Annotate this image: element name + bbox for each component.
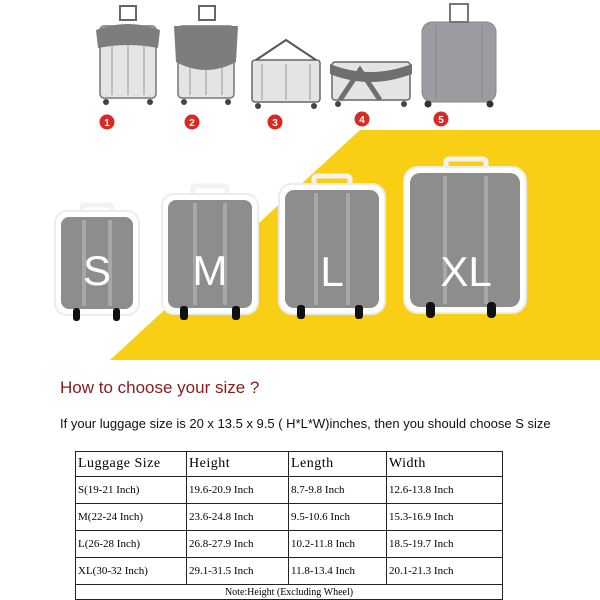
table-cell: 12.6-13.8 Inch: [387, 477, 503, 504]
table-cell: 29.1-31.5 Inch: [187, 558, 289, 585]
table-header-row: [76, 452, 503, 477]
size-chart-table: [75, 451, 503, 600]
header-length: Length: [289, 452, 387, 477]
table-cell: 18.5-19.7 Inch: [387, 531, 503, 558]
table-cell: 23.6-24.8 Inch: [187, 504, 289, 531]
steps-illustration: [0, 0, 600, 140]
table-row: [76, 531, 503, 558]
suitcase-xl: [404, 159, 526, 318]
table-cell: 15.3-16.9 Inch: [387, 504, 503, 531]
table-row: [76, 477, 503, 504]
size-label-m: M: [192, 247, 228, 294]
step-5-illustration: [422, 4, 496, 108]
step-3-illustration: [252, 40, 320, 109]
size-label-s: S: [82, 247, 112, 294]
step-4-illustration: [330, 62, 412, 107]
header-height: Height: [187, 452, 289, 477]
table-note: Note:Height (Excluding Wheel): [76, 585, 503, 600]
table-cell: L(26-28 Inch): [76, 531, 187, 558]
suitcase-m: [162, 186, 258, 320]
size-comparison-illustration: [0, 125, 600, 360]
table-cell: 8.7-9.8 Inch: [289, 477, 387, 504]
header-luggage-size: Luggage Size: [76, 452, 187, 477]
suitcase-s: [55, 205, 139, 321]
size-label-xl: XL: [440, 248, 492, 295]
step-2-number: 2: [189, 118, 195, 129]
step-4-number: 4: [359, 115, 365, 126]
table-cell: 20.1-21.3 Inch: [387, 558, 503, 585]
table-cell: M(22-24 Inch): [76, 504, 187, 531]
size-label-l: L: [320, 248, 344, 295]
table-cell: 9.5-10.6 Inch: [289, 504, 387, 531]
suitcase-l: [279, 176, 385, 319]
table-cell: S(19-21 Inch): [76, 477, 187, 504]
table-cell: 19.6-20.9 Inch: [187, 477, 289, 504]
step-5-number: 5: [438, 115, 444, 126]
size-instruction-text: If your luggage size is 20 x 13.5 x 9.5 ( H*L*W)inches, then you should choose S size: [60, 416, 551, 431]
step-1-illustration: [96, 6, 160, 105]
table-cell: 26.8-27.9 Inch: [187, 531, 289, 558]
step-3-number: 3: [272, 118, 278, 129]
header-width: Width: [387, 452, 503, 477]
table-cell: 10.2-11.8 Inch: [289, 531, 387, 558]
step-1-number: 1: [104, 118, 110, 129]
table-note-row: [76, 585, 503, 600]
table-row: [76, 558, 503, 585]
step-2-illustration: [174, 6, 238, 105]
size-guide-heading: How to choose your size ?: [60, 378, 260, 397]
table-row: [76, 504, 503, 531]
table-cell: 11.8-13.4 Inch: [289, 558, 387, 585]
table-cell: XL(30-32 Inch): [76, 558, 187, 585]
